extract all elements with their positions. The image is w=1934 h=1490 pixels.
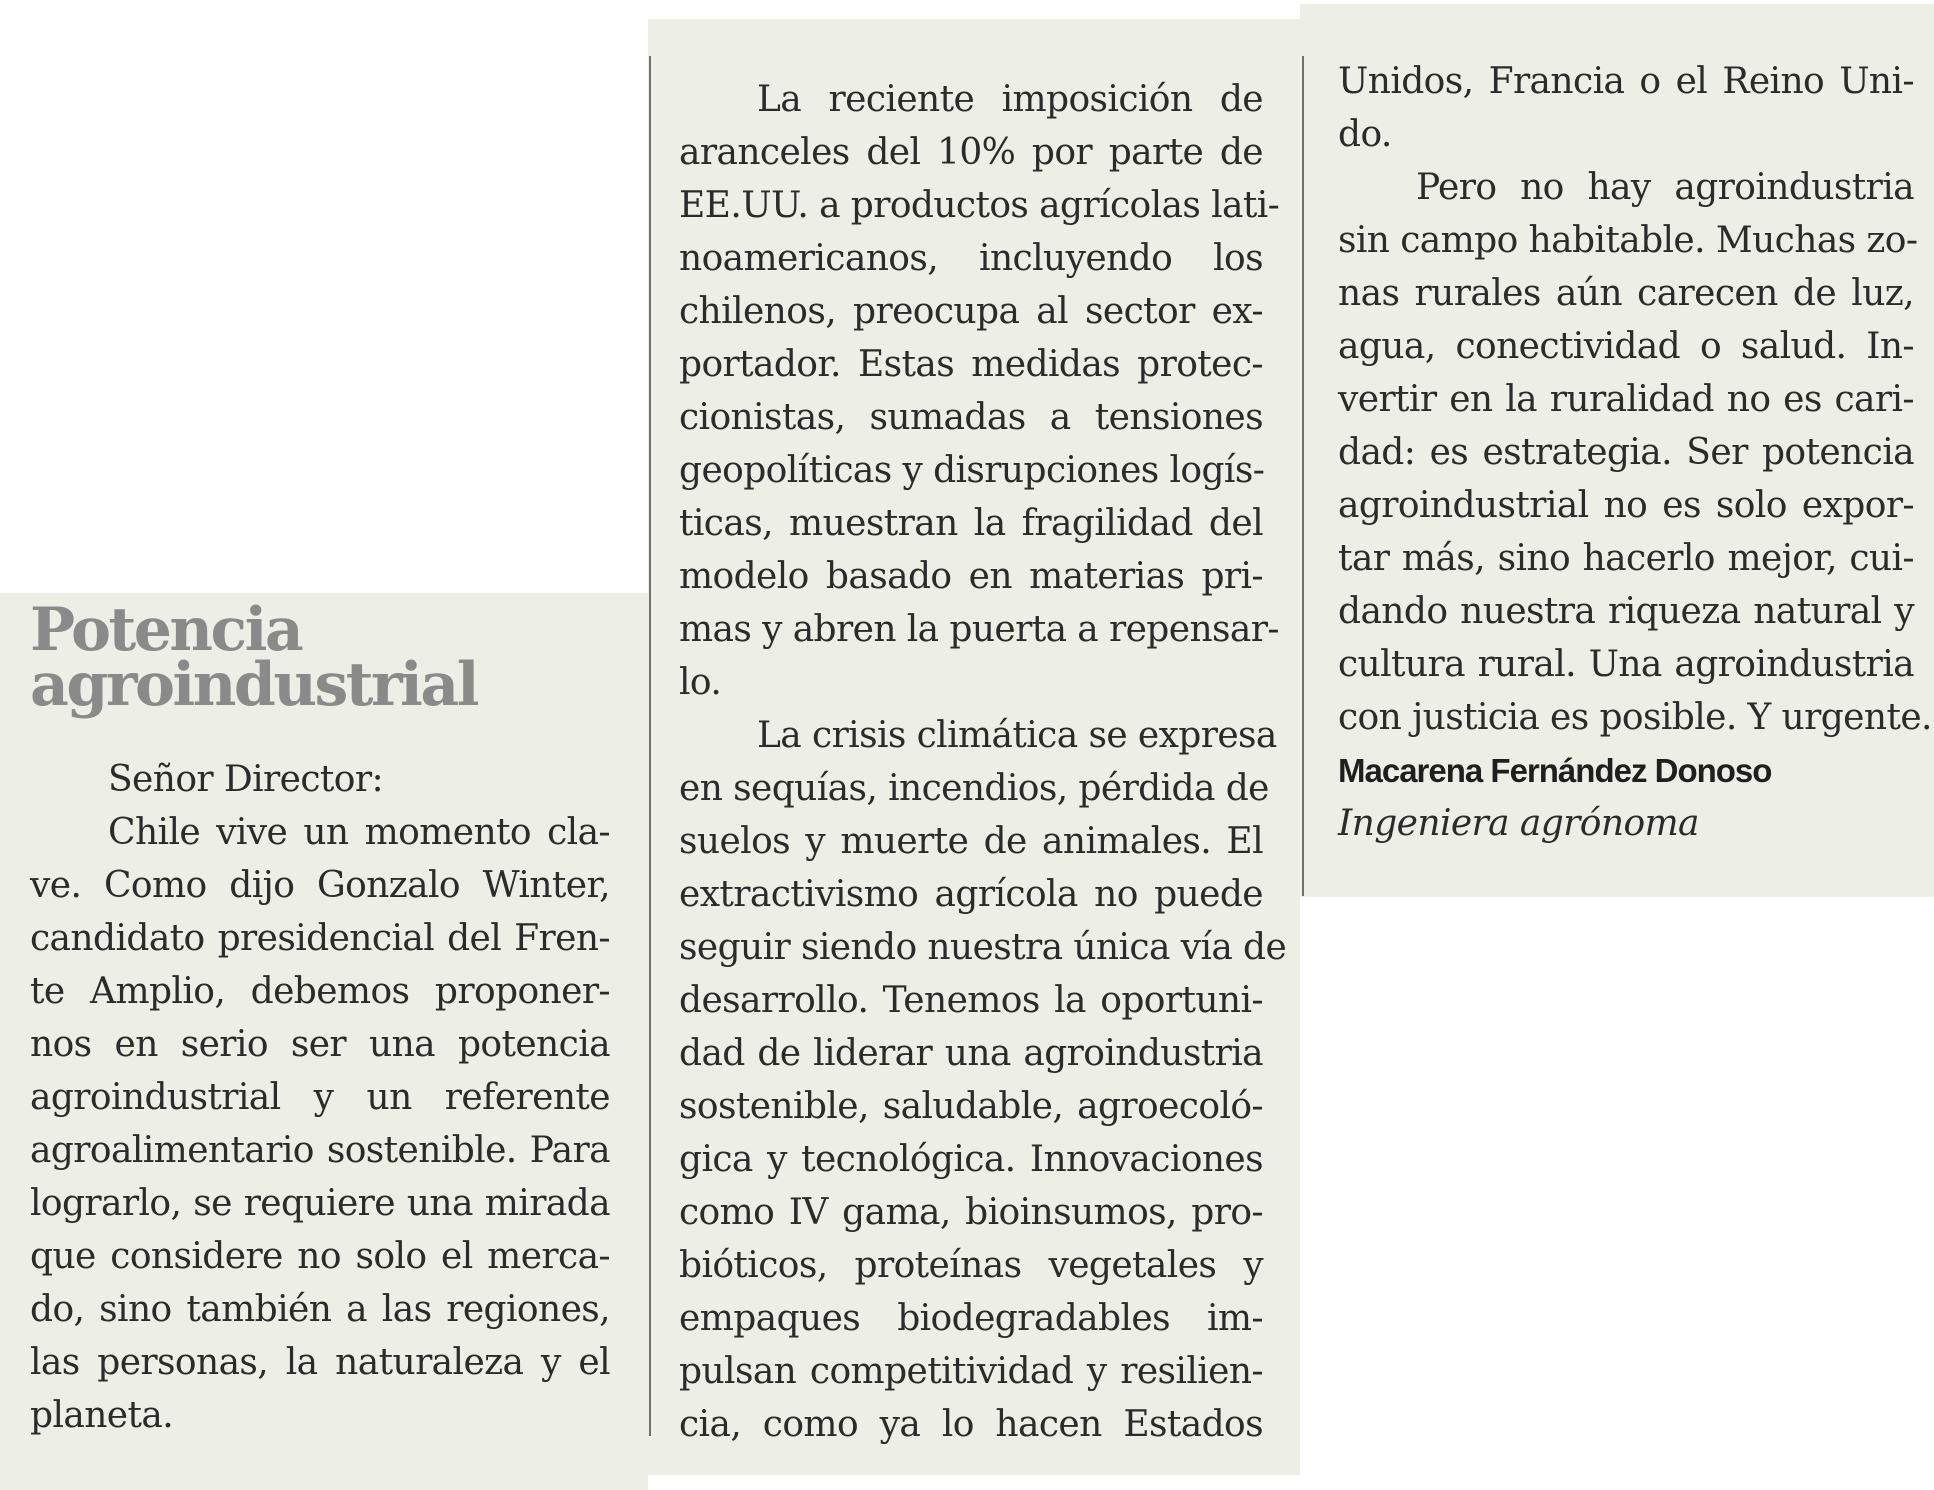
column-divider: [1302, 56, 1304, 896]
body-line: que considere no solo el merca-: [30, 1236, 610, 1277]
body-line: nas rurales aún carecen de luz,: [1338, 273, 1914, 314]
body-line: agua, conectividad o salud. In-: [1338, 326, 1914, 367]
body-line: tar más, sino hacerlo mejor, cui-: [1338, 538, 1914, 579]
body-line: agroalimentario sostenible. Para: [30, 1130, 610, 1171]
body-line: candidato presidencial del Fren-: [30, 918, 610, 959]
column-right-text: [1338, 55, 1932, 850]
body-line: dad de liderar una agroindustria: [679, 1033, 1263, 1074]
body-line: dando nuestra riqueza natural y: [1338, 591, 1914, 632]
column-right: [1300, 4, 1934, 897]
body-line: mas y abren la puerta a repensar-: [679, 609, 1279, 650]
body-line: La reciente imposición de: [757, 79, 1263, 120]
body-line: empaques biodegradables im-: [679, 1298, 1263, 1339]
body-line: en sequías, incendios, pérdida de: [679, 768, 1269, 809]
body-line: Pero no hay agroindustria: [1416, 167, 1914, 208]
body-line: lograrlo, se requiere una mirada: [30, 1183, 610, 1224]
column-middle: [648, 19, 1300, 1475]
body-line: sostenible, saludable, agroecoló-: [679, 1086, 1263, 1127]
column-left-text: [30, 753, 610, 1442]
body-line: con justicia es posible. Y urgente.: [1338, 697, 1932, 738]
body-line: geopolíticas y disrupciones logís-: [679, 450, 1265, 491]
body-line: desarrollo. Tenemos la oportuni-: [679, 980, 1263, 1021]
body-line: seguir siendo nuestra única vía de: [679, 927, 1287, 968]
body-line: suelos y muerte de animales. El: [679, 821, 1263, 862]
body-line: te Amplio, debemos proponer-: [30, 971, 610, 1012]
body-line: extractivismo agrícola no puede: [679, 874, 1263, 915]
body-line: agroindustrial y un referente: [30, 1077, 610, 1118]
signature-role: Ingeniera agrónoma: [1338, 803, 1699, 844]
body-line: planeta.: [30, 1395, 174, 1436]
body-line: do, sino también a las regiones,: [30, 1289, 610, 1330]
body-line: como IV gama, bioinsumos, pro-: [679, 1192, 1263, 1233]
body-line: noamericanos, incluyendo los: [679, 238, 1263, 279]
headline: [30, 595, 648, 720]
body-line: vertir en la ruralidad no es cari-: [1338, 379, 1914, 420]
body-line: do.: [1338, 114, 1392, 155]
body-line: ve. Como dijo Gonzalo Winter,: [30, 865, 610, 906]
body-line: EE.UU. a productos agrícolas lati-: [679, 185, 1280, 226]
body-line: ticas, muestran la fragilidad del: [679, 503, 1263, 544]
body-line: gica y tecnológica. Innovaciones: [679, 1139, 1263, 1180]
body-line: sin campo habitable. Muchas zo-: [1338, 220, 1918, 261]
body-line: cionistas, sumadas a tensiones: [679, 397, 1263, 438]
body-line: cia, como ya lo hacen Estados: [679, 1404, 1263, 1445]
body-line: dad: es estrategia. Ser potencia: [1338, 432, 1914, 473]
body-line: agroindustrial no es solo expor-: [1338, 485, 1914, 526]
body-line: aranceles del 10% por parte de: [679, 132, 1263, 173]
body-line: lo.: [679, 662, 722, 703]
body-line: nos en serio ser una potencia: [30, 1024, 610, 1065]
salutation: Señor Director:: [108, 759, 384, 800]
headline-line-2: agroindustrial: [30, 650, 478, 720]
body-line: modelo basado en materias pri-: [679, 556, 1263, 597]
headline-line-1: Potencia: [30, 595, 302, 665]
body-line: Unidos, Francia o el Reino Uni-: [1338, 61, 1914, 102]
body-line: Chile vive un momento cla-: [108, 812, 610, 853]
body-line: bióticos, proteínas vegetales y: [679, 1245, 1263, 1286]
column-left: [0, 593, 648, 1490]
body-line: cultura rural. Una agroindustria: [1338, 644, 1914, 685]
body-line: La crisis climática se expresa: [757, 715, 1277, 756]
column-divider: [649, 56, 651, 1436]
body-line: las personas, la naturaleza y el: [30, 1342, 610, 1383]
signature-name: Macarena Fernández Donoso: [1338, 752, 1772, 789]
column-middle-text: [679, 73, 1287, 1451]
body-line: pulsan competitividad y resilien-: [679, 1351, 1263, 1392]
body-line: portador. Estas medidas protec-: [679, 344, 1263, 385]
body-line: chilenos, preocupa al sector ex-: [679, 291, 1263, 332]
